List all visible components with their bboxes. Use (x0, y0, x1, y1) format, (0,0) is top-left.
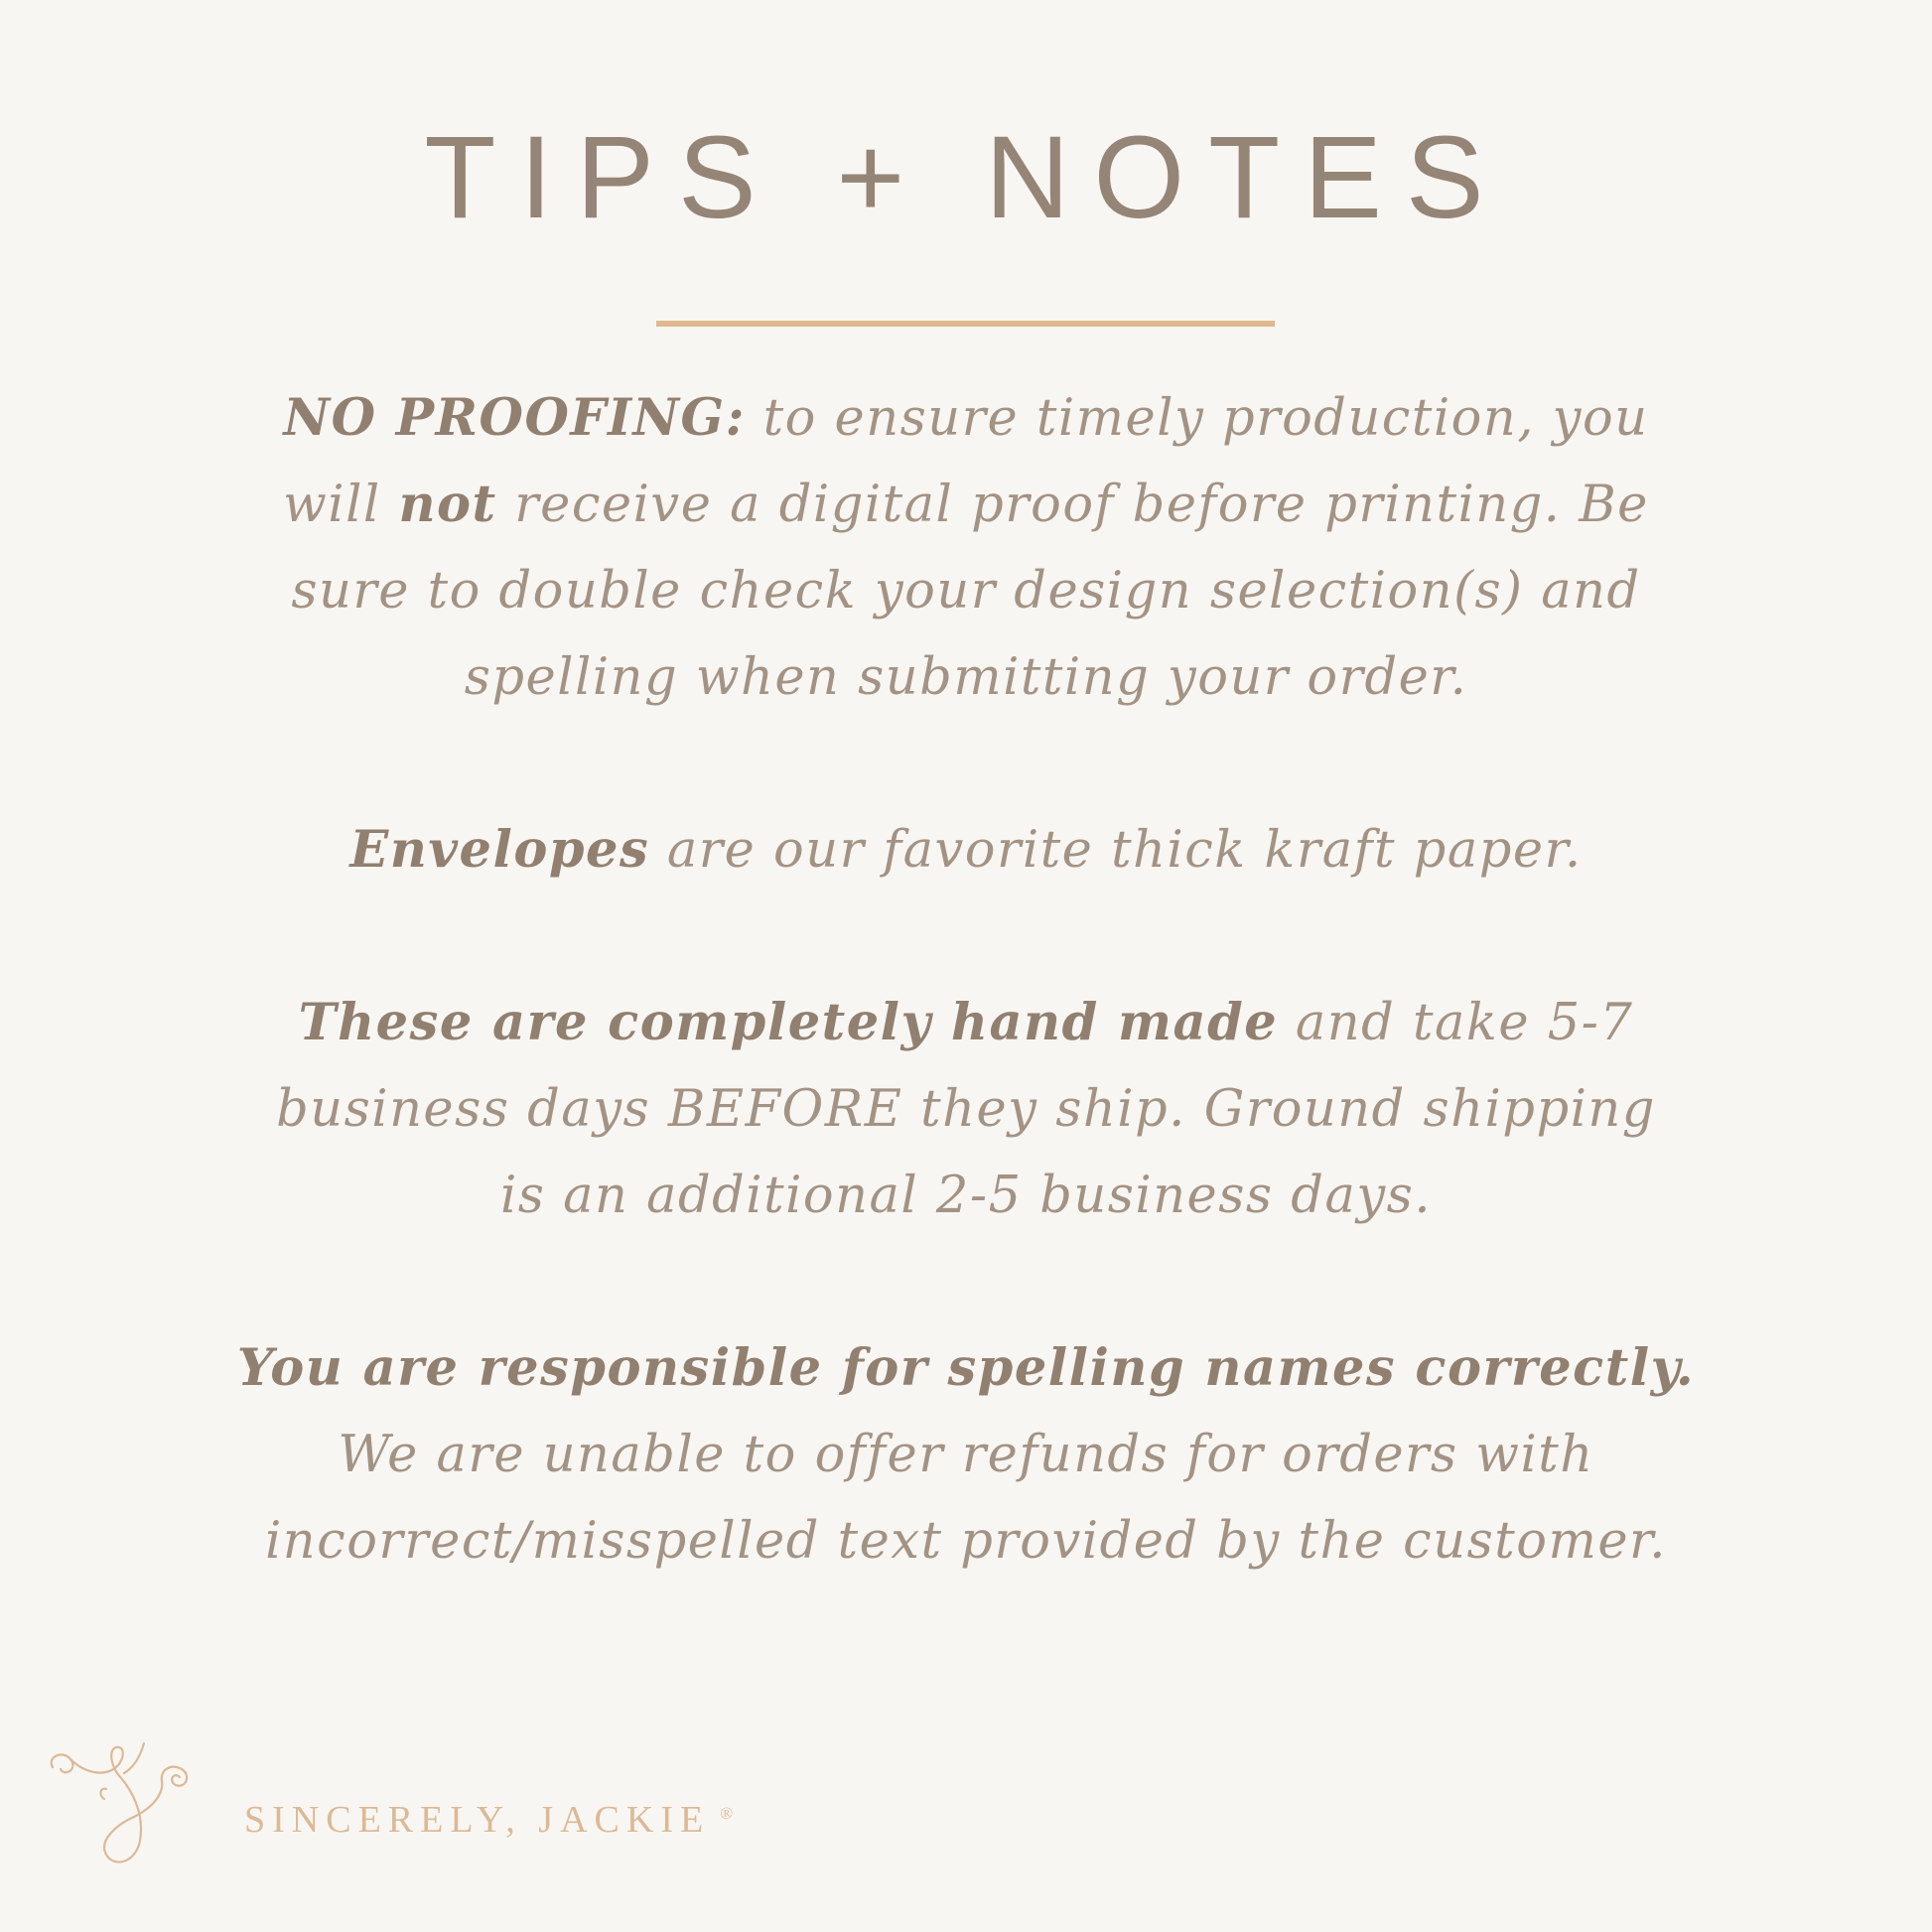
note-spelling (199, 1325, 1733, 1585)
page-title: TIPS + NOTES (424, 112, 1508, 243)
note-proofing-text: to ensure timely production, you (745, 389, 1649, 448)
note-proofing-line-1 (199, 375, 1733, 462)
brand-name: SINCERELY, JACKIE (244, 1799, 711, 1841)
title-divider (656, 321, 1275, 327)
note-spelling-line-2: We are unable to offer refunds for orders with (338, 1426, 1594, 1484)
note-proofing-line-3: sure to double check your design selection(s) and (291, 562, 1641, 621)
note-spelling-heading: You are responsible for spelling names correctly. (236, 1338, 1696, 1398)
registered-mark: ® (720, 1804, 734, 1823)
note-handmade-line-1 (199, 980, 1733, 1066)
notes-content (199, 375, 1733, 1671)
note-handmade-heading: These are completely hand made (298, 993, 1279, 1052)
brand-wordmark (244, 1801, 733, 1839)
note-envelopes-line-1 (199, 807, 1733, 894)
note-proofing-text: will (283, 476, 399, 534)
note-envelopes-text: are our favorite thick kraft paper. (649, 821, 1583, 880)
note-envelopes (199, 807, 1733, 894)
note-proofing-emphasis: not (398, 475, 497, 534)
note-proofing-line-2 (199, 462, 1733, 548)
note-proofing (199, 375, 1733, 721)
note-proofing-heading: NO PROOFING: (283, 388, 746, 448)
note-envelopes-heading: Envelopes (349, 820, 650, 880)
note-handmade-line-2: business days BEFORE they ship. Ground shipping (276, 1080, 1656, 1139)
note-proofing-text: receive a digital proof before printing. Be (496, 476, 1649, 534)
note-spelling-line-1 (199, 1325, 1733, 1412)
note-proofing-line-4: spelling when submitting your order. (464, 648, 1468, 707)
note-handmade-line-3: is an additional 2-5 business days. (499, 1167, 1433, 1225)
note-spelling-line-3: incorrect/misspelled text provided by the customer. (264, 1512, 1667, 1571)
note-handmade (199, 980, 1733, 1239)
note-handmade-text: and take 5-7 (1278, 994, 1634, 1052)
sj-monogram-icon (45, 1737, 204, 1876)
